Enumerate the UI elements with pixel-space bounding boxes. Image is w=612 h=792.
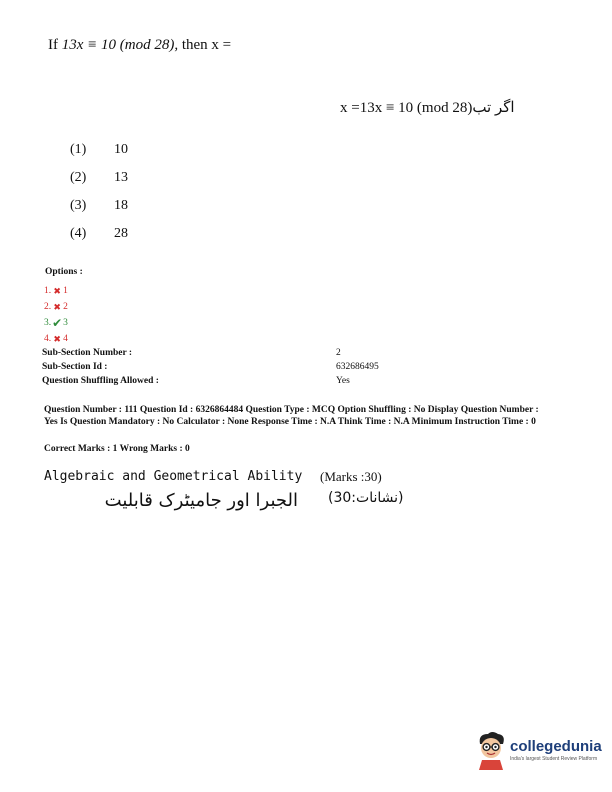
answer-item [44, 331, 68, 347]
meta-row [42, 346, 379, 360]
answer-number: 3. [44, 318, 52, 328]
choice-value: 18 [114, 198, 128, 213]
section-title-ur: الجبرا اور جامیٹرک قابلیت [104, 490, 298, 511]
section-marks-ur: (نشانات:30) [328, 490, 404, 506]
choice-value: 13 [114, 170, 128, 185]
marks-info: Correct Marks : 1 Wrong Marks : 0 [44, 444, 190, 454]
answer-value: 3 [63, 318, 68, 328]
cross-icon: ✖ [53, 333, 61, 344]
question-text-urdu: x =13x ≡ 10 (mod 28)اگر تب [340, 100, 515, 116]
choice-number: (4) [70, 226, 87, 241]
meta-key: Question Shuffling Allowed : [42, 376, 159, 386]
answer-number: 2. [44, 302, 52, 312]
logo-tagline: India's largest Student Review Platform [510, 756, 598, 762]
choice-item [70, 192, 128, 220]
answer-list [44, 283, 68, 347]
meta-value: Yes [336, 376, 350, 386]
question-prefix: If [48, 37, 58, 53]
answer-value: 4 [63, 334, 68, 344]
meta-value: 632686495 [336, 362, 379, 372]
question-text [48, 37, 231, 54]
choice-item [70, 220, 128, 248]
answer-value: 2 [63, 302, 68, 312]
meta-row [42, 360, 379, 374]
meta-key: Sub-Section Id : [42, 362, 108, 372]
answer-item [44, 283, 68, 299]
answer-value: 1 [63, 286, 68, 296]
question-equation: 13x ≡ 10 (mod 28), [61, 37, 179, 53]
cross-icon: ✖ [53, 285, 61, 296]
choice-item [70, 164, 128, 192]
options-heading: Options : [45, 267, 83, 277]
question-info: Question Number : 111 Question Id : 6326864484 Question Type : MCQ Option Shuffling : No Display Question Number : Yes Is Question Mandatory : No Calculator : None Response Time : N.A Think Time : N.A Minimum Instruction Time : 0 [44, 405, 539, 427]
choice-number: (3) [70, 198, 87, 213]
subsection-meta [42, 346, 379, 388]
answer-number: 4. [44, 334, 52, 344]
answer-item [44, 299, 68, 315]
logo-name: collegedunia [510, 738, 602, 755]
answer-number: 1. [44, 286, 52, 296]
check-icon: ✔ [52, 315, 63, 330]
mascot-icon [474, 730, 508, 770]
answer-item [44, 315, 68, 331]
meta-row [42, 374, 379, 388]
choice-number: (1) [70, 142, 87, 157]
section-title-en: Algebraic and Geometrical Ability [44, 469, 303, 484]
choice-number: (2) [70, 170, 87, 185]
question-suffix: then x = [181, 37, 232, 53]
meta-value: 2 [336, 348, 341, 358]
cross-icon: ✖ [53, 301, 61, 312]
section-marks-en: (Marks :30) [320, 469, 382, 484]
meta-key: Sub-Section Number : [42, 348, 133, 358]
choice-list [70, 136, 128, 248]
choice-value: 28 [114, 226, 128, 241]
brand-logo [474, 730, 602, 770]
choice-item [70, 136, 128, 164]
choice-value: 10 [114, 142, 128, 157]
